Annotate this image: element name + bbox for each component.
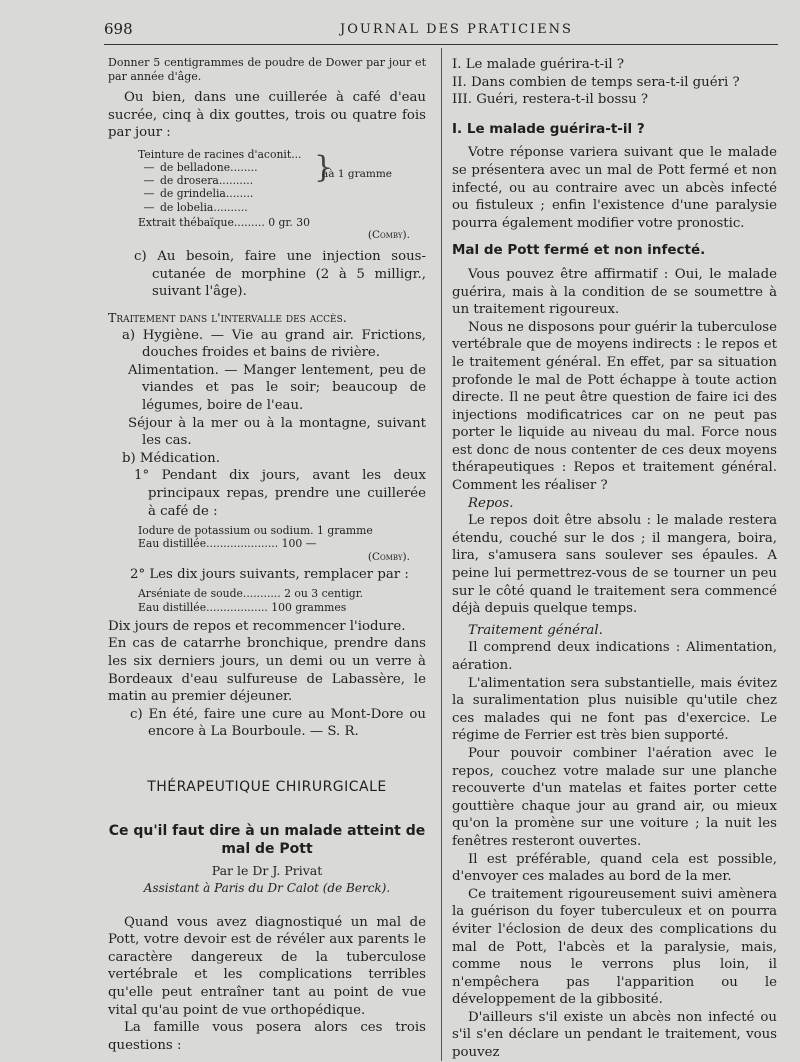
- paragraph-ete: c) En été, faire une cure au Mont-Dore ou encore à La Bourboule. — S. R.: [130, 706, 426, 740]
- paragraph-alimentation: Alimentation. — Manger lentement, peu de viandes et pas le soir; beaucoup de légumes, boire de l'eau.: [128, 362, 426, 413]
- article-affiliation: Assistant à Paris du Dr Calot (de Berck).: [143, 881, 391, 896]
- paragraph-deux-indications: Il comprend deux indications : Alimentation, aération.: [452, 640, 777, 673]
- section-title: THÉRAPEUTIQUE CHIRURGICALE: [147, 778, 387, 795]
- recipe-line: Iodure de potassium ou sodium. 1 gramme: [138, 524, 373, 538]
- paragraph-dix-jours-1: 1° Pendant dix jours, avant les deux principaux repas, prendre une cuillerée à café de :: [134, 468, 426, 519]
- paragraph-catarrhe: En cas de catarrhe bronchique, prendre dans les six derniers jours, un demi ou un verre à Bordeaux d'eau sulfureuse de Labassère, le matin au premier déjeuner.: [108, 636, 426, 705]
- paragraph-cuilleree: Ou bien, dans une cuillerée à café d'eau sucrée, cinq à dix gouttes, trois ou quatre fois par jour :: [108, 90, 426, 141]
- recipe-line: — de grindelia........: [143, 187, 254, 201]
- section-heading-traitement: Traitement dans l'intervalle des accès.: [108, 309, 347, 325]
- citation-comby: (Comby).: [367, 550, 410, 563]
- right-column: [452, 56, 777, 1062]
- question-item: I. Le malade guérira-t-il ?: [452, 57, 624, 72]
- recipe-arseniate: [138, 587, 426, 613]
- paragraph-abces: D'ailleurs s'il existe un abcès non infecté ou s'il s'en déclare un pendant le traitement, vous pouvez: [452, 1009, 777, 1061]
- paragraph-medication: b) Médication.: [122, 450, 220, 466]
- paragraph-aeration: Pour pouvoir combiner l'aération avec le repos, couchez votre malade sur une planche recouverte d'un matelas et faites porter cette gouttière chaque jour au grand air, ou mieux qu'on la promène sur une voiture ; la nuit les fenêtres resteront ouvertes.: [452, 745, 777, 849]
- page-number: 698: [104, 20, 133, 38]
- article-title: Ce qu'il faut dire à un malade atteint de mal de Pott: [108, 823, 426, 858]
- question-item: III. Guéri, restera-t-il bossu ?: [452, 92, 649, 108]
- header-rule: [104, 44, 778, 45]
- recipe-line: Eau distillée..................... 100 —: [138, 537, 317, 551]
- brace-glyph: }: [314, 149, 334, 185]
- subheading-mal-ferme: Mal de Pott fermé et non infecté.: [452, 242, 706, 259]
- paragraph-hygiene: a) Hygiène. — Vie au grand air. Frictions, douches froides et bains de rivière.: [122, 327, 426, 361]
- left-column: [108, 56, 426, 1054]
- recipe-dose-note: àà 1 gramme: [322, 167, 393, 180]
- article-author: Par le Dr J. Privat: [211, 863, 323, 879]
- column-divider: [441, 48, 442, 1061]
- paragraph-affirmatif: Vous pouvez être affirmatif : Oui, le malade guérira, mais à la condition de se soumettre à un traitement rigoureux.: [452, 266, 777, 318]
- recipe-aconit: [138, 148, 426, 242]
- recipe-line: — de belladone........: [143, 160, 258, 174]
- paragraph-mer: Il est préférable, quand cela est possible, d'envoyer ces malades au bord de la mer.: [452, 851, 777, 885]
- recipe-line: — de lobelia..........: [143, 200, 248, 214]
- label-traitement-general: Traitement général.: [468, 622, 603, 638]
- paragraph-dower: Donner 5 centigrammes de poudre de Dower par jour et par année d'âge.: [108, 56, 426, 83]
- paragraph-rigoureux: Ce traitement rigoureusement suivi amènera la guérison du foyer tuberculeux et on pourra éviter l'éclosion de deux des complications du mal de Pott, l'abcès et la paralysie, mais, comme nous le verrons plus loin, il n'empêchera pas l'apparition ou le développement de la gibbosité.: [452, 886, 777, 1008]
- paragraph-repos-absolu: Le repos doit être absolu : le malade restera étendu, couché sur le dos ; il mangera, boira, lira, s'amusera sans soulever ses épaules. A peine lui permettrez-vous de se tourner un peu sur le côté quand le traitement sera commencé déjà depuis quelque temps.: [452, 513, 777, 617]
- paragraph-alimentation: L'alimentation sera substantielle, mais évitez la suralimentation plus nuisible qu'utile chez ces malades qui ne font pas d'exercice. Le régime de Ferrier est très bien supporté.: [452, 675, 777, 744]
- recipe-iodure: [138, 524, 426, 564]
- page-header: [104, 20, 778, 42]
- recipe-line: Eau distillée.................. 100 grammes: [138, 600, 347, 614]
- citation-comby: (Comby).: [367, 229, 410, 241]
- paragraph-reponse: Votre réponse variera suivant que le malade se présentera avec un mal de Pott fermé et non infecté, ou au contraire avec un abcès infecté ou fistuleux ; enfin l'existence d'une paralysie pourra également modifier votre pronostic.: [452, 145, 777, 231]
- paragraph-famille: La famille vous posera alors ces trois questions :: [108, 1020, 426, 1053]
- paragraph-disposons: Nous ne disposons pour guérir la tuberculose vertébrale que de moyens indirects : le repos et le traitement général. En effet, par sa situation profonde le mal de Pott échappe à toute action directe. Il ne peut être question de faire ici des injections modificatrices car on ne peut pas porter le liquide au niveau du mal. Force nous est donc de nous contenter de ces deux moyens thérapeutiques : Repos et traitement général. Comment les réaliser ?: [452, 319, 777, 494]
- recipe-line: Teinture de racines d'aconit...: [138, 147, 302, 161]
- question-heading: I. Le malade guérira-t-il ?: [452, 120, 645, 137]
- paragraph-repos: Dix jours de repos et recommencer l'iodure.: [108, 618, 406, 634]
- paragraph-dix-jours-2: 2° Les dix jours suivants, remplacer par :: [130, 566, 409, 582]
- paragraph-intro: Quand vous avez diagnostiqué un mal de Pott, votre devoir est de révéler aux parents le caractère dangereux de la tuberculose vertébrale et les complications terribles qu'elle peut entraîner tant au point de vue vital qu'au point de vue orthopédique.: [108, 914, 426, 1018]
- recipe-line: Extrait thébaïque......... 0 gr. 30: [138, 215, 310, 229]
- paragraph-sejour: Séjour à la mer ou à la montagne, suivant les cas.: [128, 415, 426, 449]
- recipe-line: — de drosera..........: [143, 174, 254, 188]
- paragraph-injection: c) Au besoin, faire une injection sous-cutanée de morphine (2 à 5 milligr., suivant l'âge).: [134, 249, 426, 300]
- recipe-line: Arséniate de soude........... 2 ou 3 centigr.: [138, 587, 364, 601]
- label-repos: Repos.: [468, 495, 514, 511]
- question-item: II. Dans combien de temps sera-t-il guéri ?: [452, 74, 740, 90]
- running-title: JOURNAL DES PRATICIENS: [340, 22, 573, 37]
